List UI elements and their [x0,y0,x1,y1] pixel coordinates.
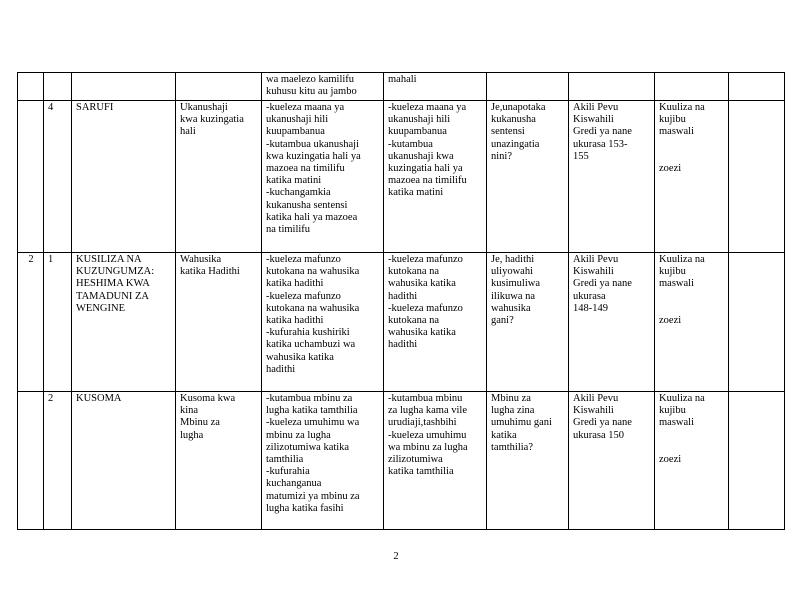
cell-line: -kufurahia [266,466,310,478]
week-cell [18,101,44,253]
objectives-cell [262,392,384,530]
cell-line: gani? [491,315,514,327]
cell-line: umuhimu gani [491,417,552,429]
cell-line: SARUFI [76,102,114,113]
lesson-cell: 4 [44,101,72,253]
cell-line: kwa kuzingatia hali ya [266,150,361,162]
topic-cell [72,253,176,392]
cell-line: Kuuliza na [659,102,705,113]
cell-line: Mbinu za [491,393,531,404]
cell-line: katika tamthilia [388,466,454,478]
cell-line [659,430,725,442]
cell-line: katika matini [388,187,444,199]
cell-line: Kiswahili [573,114,614,126]
cell-line: Je, hadithi [491,254,535,265]
table-body [18,73,785,530]
week-cell [18,392,44,530]
cell-line: tamthilia? [491,441,533,453]
cell-line: ukurasa [573,290,606,302]
cell-line: wahusika katika [388,278,456,290]
cell-line: kuchanganua [266,478,322,490]
assessment-cell [655,73,729,101]
cell-line: ukurasa 153- [573,138,628,150]
cell-line: hadithi [388,290,418,302]
resources-cell [569,253,655,392]
cell-line: katika hadithi [266,315,324,327]
cell-line: Kiswahili [573,405,614,417]
cell-line: kuupambanua [388,126,447,138]
inquiry-questions-cell [487,253,569,392]
cell-line [659,139,725,151]
cell-line: katika Hadithi [180,266,240,278]
cell-line: wahusika katika [266,351,334,363]
cell-line: kukanusha [491,114,536,126]
cell-line: katika uchambuzi wa [266,339,356,351]
scheme-of-work-table [17,72,785,530]
cell-line: hadithi [266,363,296,375]
assessment-cell [655,392,729,530]
cell-line: zilizotumiwa katika [266,441,350,453]
cell-line: KUSILIZA NA [76,254,142,265]
resources-cell [569,392,655,530]
cell-line: katika matini [266,175,322,187]
table-row [18,392,785,530]
cell-line: kujibu [659,114,686,126]
cell-line: Kuuliza na [659,393,705,404]
cell-line: lugha katika tamthilia [266,405,358,417]
cell-line: tamthilia [266,454,304,466]
cell-line: -kueleza mafunzo [388,302,463,314]
table-row [18,253,785,392]
cell-line: matumizi ya mbinu za [266,490,360,502]
cell-line: Akili Pevu [573,102,619,113]
cell-line: WENGINE [76,302,125,314]
remarks-cell [729,73,785,101]
cell-line: Akili Pevu [573,254,619,265]
cell-line: nini? [491,150,512,162]
cell-line [659,151,725,163]
cell-line: -kueleza mafunzo [266,290,341,302]
cell-line: -kutambua mbinu [388,393,463,404]
cell-line: kuupambanua [266,126,325,138]
table-row [18,101,785,253]
cell-line: ukanushaji hili [388,114,451,126]
lesson-cell [44,73,72,101]
cell-line: mbinu za lugha [266,429,331,441]
cell-line: na timilifu [266,224,311,236]
subtopic-cell [176,73,262,101]
lesson-cell: 1 [44,253,72,392]
cell-line: kutokana na wahusika [266,266,360,278]
cell-line: unazingatia [491,138,540,150]
week-cell: 2 [18,253,44,392]
cell-line [659,291,725,303]
cell-line [659,303,725,315]
learning-activities-cell [384,101,487,253]
cell-line: katika hadithi [266,278,324,290]
assessment-cell [655,253,729,392]
learning-activities-cell [384,253,487,392]
cell-line: kujibu [659,405,686,417]
cell-line: 148-149 [573,302,608,314]
cell-line: -kueleza mafunzo [388,254,463,265]
cell-line: 155 [573,150,589,162]
cell-line: -kueleza maana ya [266,102,345,113]
remarks-cell [729,101,785,253]
cell-line: Mbinu za [180,417,220,429]
cell-line: -kutambua [388,138,433,150]
cell-line: Je,unapotaka [491,102,546,113]
cell-line: hadithi [388,339,418,351]
cell-line: wa maelezo kamilifu [266,74,355,85]
cell-line: ukanushaji hili [266,114,329,126]
cell-line: mazoea na timilifu [266,163,345,175]
learning-activities-cell [384,73,487,101]
cell-line: -kutambua mbinu za [266,393,353,404]
cell-line: kina [180,405,199,417]
cell-line: wa mbinu za lugha [388,441,468,453]
learning-activities-cell [384,392,487,530]
cell-line: lugha zina [491,405,535,417]
cell-line [659,442,725,454]
topic-cell [72,392,176,530]
cell-line: -kueleza umuhimu wa [266,417,360,429]
cell-line: zoezi [659,454,682,466]
cell-line: lugha katika fasihi [266,502,344,514]
cell-line: -kufurahia kushiriki [266,327,350,339]
cell-line: mazoea na timilifu [388,175,467,187]
cell-line: zoezi [659,315,682,327]
cell-line: maswali [659,417,694,429]
cell-line: uliyowahi [491,266,533,278]
cell-line: maswali [659,126,694,138]
resources-cell [569,101,655,253]
subtopic-cell [176,392,262,530]
cell-line: -kueleza maana ya [388,102,467,113]
cell-line: zilizotumiwa [388,454,443,466]
cell-line: Akili Pevu [573,393,619,404]
cell-line: katika hali ya mazoea [266,211,358,223]
topic-cell [72,101,176,253]
cell-line: kutokana na wahusika [266,302,360,314]
cell-line: Kuuliza na [659,254,705,265]
cell-line: katika [491,429,517,441]
cell-line: kutokana na [388,315,440,327]
cell-line: ukanushaji kwa [388,150,454,162]
cell-line: lugha [180,429,204,441]
inquiry-questions-cell [487,392,569,530]
cell-line: ukurasa 150 [573,429,625,441]
cell-line: urudiaji,tashbihi [388,417,457,429]
cell-line: KUZUNGUMZA: [76,266,155,278]
assessment-cell [655,101,729,253]
cell-line: sentensi [491,126,525,138]
cell-line: -kuchangamkia [266,187,331,199]
cell-line: Kiswahili [573,266,614,278]
cell-line: Gredi ya nane [573,126,632,138]
subtopic-cell [176,101,262,253]
cell-line: Kusoma kwa [180,393,236,404]
resources-cell [569,73,655,101]
objectives-cell [262,101,384,253]
cell-line: kukanusha sentensi [266,199,348,211]
cell-line: za lugha kama vile [388,405,468,417]
cell-line: wahusika katika [388,327,456,339]
cell-line: -kueleza umuhimu [388,429,467,441]
week-cell [18,73,44,101]
cell-line: mahali [388,74,417,85]
cell-line: kuzingatia hali ya [388,163,463,175]
subtopic-cell [176,253,262,392]
cell-line: kutokana na [388,266,440,278]
cell-line: hali [180,126,196,138]
cell-line: Gredi ya nane [573,417,632,429]
topic-cell [72,73,176,101]
lesson-cell: 2 [44,392,72,530]
remarks-cell [729,253,785,392]
cell-line: zoezi [659,163,682,175]
page-number: 2 [393,551,399,562]
cell-line: KUSOMA [76,393,122,404]
inquiry-questions-cell [487,101,569,253]
cell-line: Ukanushaji [180,102,228,113]
cell-line: kujibu [659,266,686,278]
cell-line: TAMADUNI ZA [76,290,149,302]
table-row [18,73,785,101]
cell-line: -kueleza mafunzo [266,254,341,265]
cell-line: HESHIMA KWA [76,278,150,290]
cell-line: kusimuliwa [491,278,540,290]
remarks-cell [729,392,785,530]
cell-line: kuhusu kitu au jambo [266,86,357,98]
cell-line: Wahusika [180,254,222,265]
cell-line: ilikuwa na [491,290,536,302]
cell-line: Gredi ya nane [573,278,632,290]
inquiry-questions-cell [487,73,569,101]
cell-line: maswali [659,278,694,290]
cell-line: kwa kuzingatia [180,114,244,126]
cell-line: -kutambua ukanushaji [266,138,360,150]
cell-line: wahusika [491,302,531,314]
objectives-cell [262,253,384,392]
objectives-cell [262,73,384,101]
